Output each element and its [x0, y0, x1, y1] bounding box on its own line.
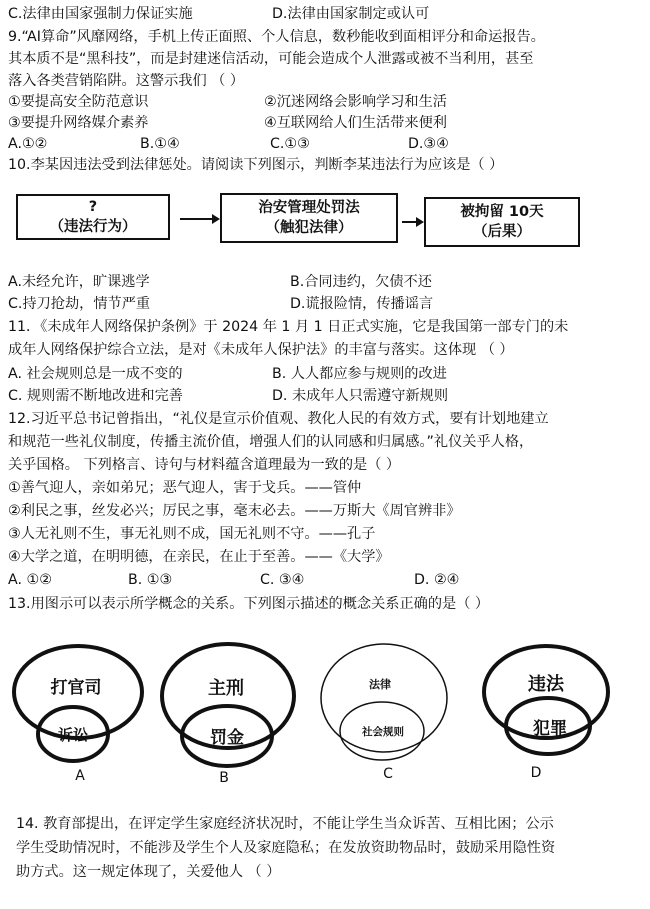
q12-option-b: B. ①③	[128, 572, 173, 588]
diagram-a-outer-label: 打官司	[50, 678, 102, 698]
q12-option-d: D. ②④	[414, 572, 460, 588]
q9-item-3: ③要提升网络媒介素养	[8, 115, 149, 131]
diagram-a-letter: A	[75, 768, 85, 784]
q9-option-b: B.①④	[140, 136, 180, 152]
q12-stem-line-2: 和规范一些礼仪制度，传播主流价值，增强人们的认同感和归属感。”礼仪关乎人格，	[8, 434, 534, 450]
diagram-c-outer-label: 法律	[369, 678, 391, 691]
q11-option-a: A. 社会规则总是一成不变的	[8, 366, 183, 382]
q11-stem-line-1: 11．《未成年人网络保护条例》于 2024 年 1 月 1 日正式实施，它是我国第一部专门的未	[8, 319, 569, 335]
q10-option-b: B.合同违约，欠债不还	[290, 274, 432, 290]
q9-item-1: ①要提高安全防范意识	[8, 94, 149, 110]
q10-option-a: A.未经允许，旷课逃学	[8, 274, 150, 290]
diagram-b	[162, 644, 294, 786]
q9-option-d: D.③④	[408, 136, 449, 152]
q12-stem-line-3: 关乎国格。 下列格言、诗句与材料蕴含道理最为一致的是（ ）	[8, 457, 401, 473]
diagram-c	[321, 644, 447, 782]
q9-item-2: ②沉迷网络会影响学习和生活	[264, 94, 447, 110]
q10-option-c: C.持刀抢劫，情节严重	[8, 296, 151, 312]
q12-option-c: C. ③④	[260, 572, 305, 588]
q10-stem: 10.李某因违法受到法律惩处。请阅读下列图示，判断李某违法行为应该是（ ）	[8, 157, 504, 173]
q13-diagrams	[0, 640, 650, 790]
flow-arrow-2	[402, 217, 424, 227]
diagram-c-inner-label: 社会规则	[362, 726, 404, 738]
flow-box-illegal-act-line-1: ?	[88, 199, 98, 215]
diagram-b-outer-label: 主刑	[208, 678, 244, 699]
q12-option-a: A. ①②	[8, 572, 52, 588]
q11-option-b: B. 人人都应参与规则的改进	[272, 366, 447, 382]
prev-option-d: D.法律由国家制定或认可	[272, 6, 430, 22]
prev-option-c: C.法律由国家强制力保证实施	[8, 6, 193, 22]
q9-option-c: C.①③	[270, 136, 310, 152]
q9-stem-line-2: 其本质不是“黑科技”，而是封建迷信活动，可能会造成个人泄露或被不当利用，甚至	[8, 51, 534, 67]
q14-stem-line-2: 学生受助情况时，不能涉及学生个人及家庭隐私；在发放资助物品时，鼓励采用隐性资	[16, 840, 556, 856]
q9-stem-line-3: 落入各类营销陷阱。这警示我们 （ ）	[8, 73, 245, 89]
diagram-d-letter: D	[530, 765, 542, 781]
flow-arrow-1	[180, 214, 220, 224]
diagram-d-inner-label: 犯罪	[533, 719, 567, 739]
q11-stem-line-2: 成年人网络保护综合立法，是对《未成年人保护法》的丰富与落实。这体现 （ ）	[8, 342, 514, 358]
flow-box-law-line-1: 治安管理处罚法	[258, 200, 360, 216]
diagram-a	[14, 646, 142, 784]
flow-box-illegal-act-line-2: （违法行为）	[49, 219, 137, 235]
q11-option-c: C. 规则需不断地改进和完善	[8, 388, 183, 404]
diagram-d-outer-label: 违法	[528, 674, 564, 695]
diagram-c-letter: C	[383, 766, 393, 782]
diagram-b-inner-label: 罚金	[210, 728, 244, 748]
flow-box-consequence-line-2: （后果）	[473, 224, 531, 240]
flow-box-law-line-2: （触犯法律）	[265, 220, 353, 236]
diagram-a-inner-label: 诉讼	[57, 726, 89, 744]
q12-item-4: ④大学之道，在明明德，在亲民，在止于至善。——《大学》	[8, 549, 390, 565]
q12-item-1: ①善气迎人，亲如弟兄；恶气迎人，害于戈兵。——管仲	[8, 480, 362, 496]
q12-item-2: ②利民之事，丝发必兴；厉民之事，毫末必去。——万斯大《周官辨非》	[8, 503, 461, 519]
q14-stem-line-1: 14. 教育部提出，在评定学生家庭经济状况时，不能让学生当众诉苦、互相比困；公示	[16, 816, 554, 832]
q12-stem-line-1: 12.习近平总书记曾指出，“礼仪是宣示价值观、教化人民的有效方式，要有计划地建立	[8, 411, 549, 427]
q12-item-3: ③人无礼则不生，事无礼则不成，国无礼则不守。——孔子	[8, 526, 376, 542]
flow-box-consequence-line-1: 被拘留 10天	[460, 204, 544, 220]
q14-stem-line-3: 助方式。这一规定体现了，关爱他人 （ ）	[16, 864, 281, 880]
q9-stem-line-1: 9.“AI算命”风靡网络，手机上传正面照、个人信息，数秒能收到面相评分和命运报告。	[8, 29, 545, 45]
q11-option-d: D. 未成年人只需遵守新规则	[272, 388, 449, 404]
q9-item-4: ④互联网给人们生活带来便利	[264, 115, 447, 131]
diagram-d	[484, 646, 608, 781]
q10-option-d: D.谎报险情，传播谣言	[290, 296, 434, 312]
q13-stem: 13.用图示可以表示所学概念的关系。下列图示描述的概念关系正确的是（ ）	[8, 596, 490, 612]
diagram-b-letter: B	[219, 770, 229, 786]
q9-option-a: A.①②	[8, 136, 48, 152]
